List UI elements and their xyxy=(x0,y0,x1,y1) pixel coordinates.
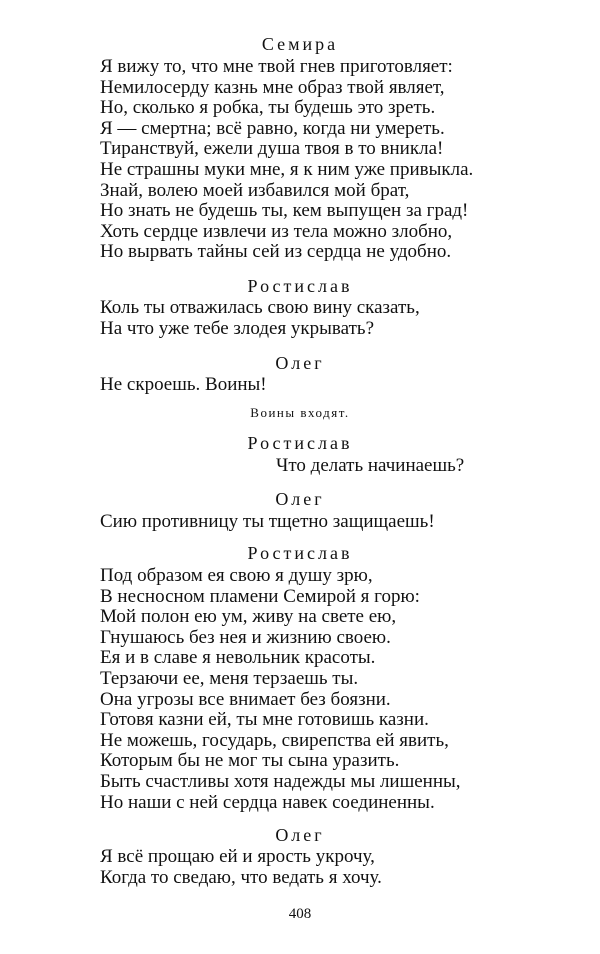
verse-line: Но знать не будешь ты, кем выпущен за град! xyxy=(100,200,469,222)
verse-line: Мой полон ею ум, живу на свете ею, xyxy=(100,606,397,628)
verse-rostislav xyxy=(100,456,464,477)
speaker-rostislav: Ростислав xyxy=(247,433,353,453)
verse-line: Тиранствуй, ежели душа твоя в то вникла! xyxy=(100,138,444,160)
verse-rostislav xyxy=(100,298,420,339)
speaker-semira: Семира xyxy=(261,34,339,54)
verse-line: На что уже тебе злодея укрывать? xyxy=(100,317,374,339)
verse-rostislav xyxy=(100,566,461,813)
verse-line: Терзаючи ее, меня терзаешь ты. xyxy=(100,667,359,689)
speaker-rostislav: Ростислав xyxy=(247,276,353,296)
verse-line: Сию противницу ты тщетно защищаешь! xyxy=(100,511,435,532)
speaker-oleg: Олег xyxy=(275,489,325,509)
verse-line: Я всё прощаю ей и ярость укрочу, xyxy=(100,846,375,867)
speaker-oleg: Олег xyxy=(275,825,325,845)
verse-line: Что делать начинаешь? xyxy=(276,455,465,476)
verse-line: Но вырвать тайны сей из сердца не удобно. xyxy=(100,241,452,263)
verse-line: Гнушаюсь без нея и жизнию своею. xyxy=(100,626,391,648)
verse-line: Под образом ея свою я душу зрю, xyxy=(100,565,373,586)
verse-line: Но наши с ней сердца навек соединенны. xyxy=(100,791,435,813)
verse-oleg xyxy=(100,847,382,888)
verse-line: Быть счастливы хотя надежды мы лишенны, xyxy=(100,770,461,792)
verse-line: Которым бы не мог ты сына уразить. xyxy=(100,750,400,772)
verse-line: Знай, волею моей избавился мой брат, xyxy=(100,179,410,201)
verse-line: Я вижу то, что мне твой гнев приготовляет: xyxy=(100,56,453,77)
stage-direction: Воины входят. xyxy=(250,405,350,420)
verse-line: Хоть сердце извлечи из тела можно злобно, xyxy=(100,220,453,242)
verse-line: Она угрозы все внимает без боязни. xyxy=(100,688,391,710)
page-number: 408 xyxy=(288,906,312,922)
verse-line: Но, сколько я робка, ты будешь это зреть. xyxy=(100,97,436,119)
verse-line: Немилосерду казнь мне образ твой являет, xyxy=(100,76,445,98)
verse-line: Я — смертна; всё равно, когда ни умереть. xyxy=(100,117,445,139)
verse-oleg xyxy=(100,375,267,396)
speaker-oleg: Олег xyxy=(275,353,325,373)
verse-line: Коль ты отважилась свою вину сказать, xyxy=(100,297,420,318)
speaker-rostislav: Ростислав xyxy=(247,543,353,563)
verse-semira xyxy=(100,57,473,263)
verse-line: Готовя казни ей, ты мне готовишь казни. xyxy=(100,709,429,731)
verse-line: Не можешь, государь, свирепства ей явить, xyxy=(100,729,449,751)
verse-line: В несносном пламени Семирой я горю: xyxy=(100,585,420,607)
verse-line: Ея и в славе я невольник красоты. xyxy=(100,647,376,669)
verse-line: Когда то сведаю, что ведать я хочу. xyxy=(100,866,382,888)
verse-line: Не скроешь. Воины! xyxy=(100,374,267,395)
verse-oleg xyxy=(100,512,435,533)
verse-line: Не страшны муки мне, я к ним уже привыкла. xyxy=(100,158,474,180)
